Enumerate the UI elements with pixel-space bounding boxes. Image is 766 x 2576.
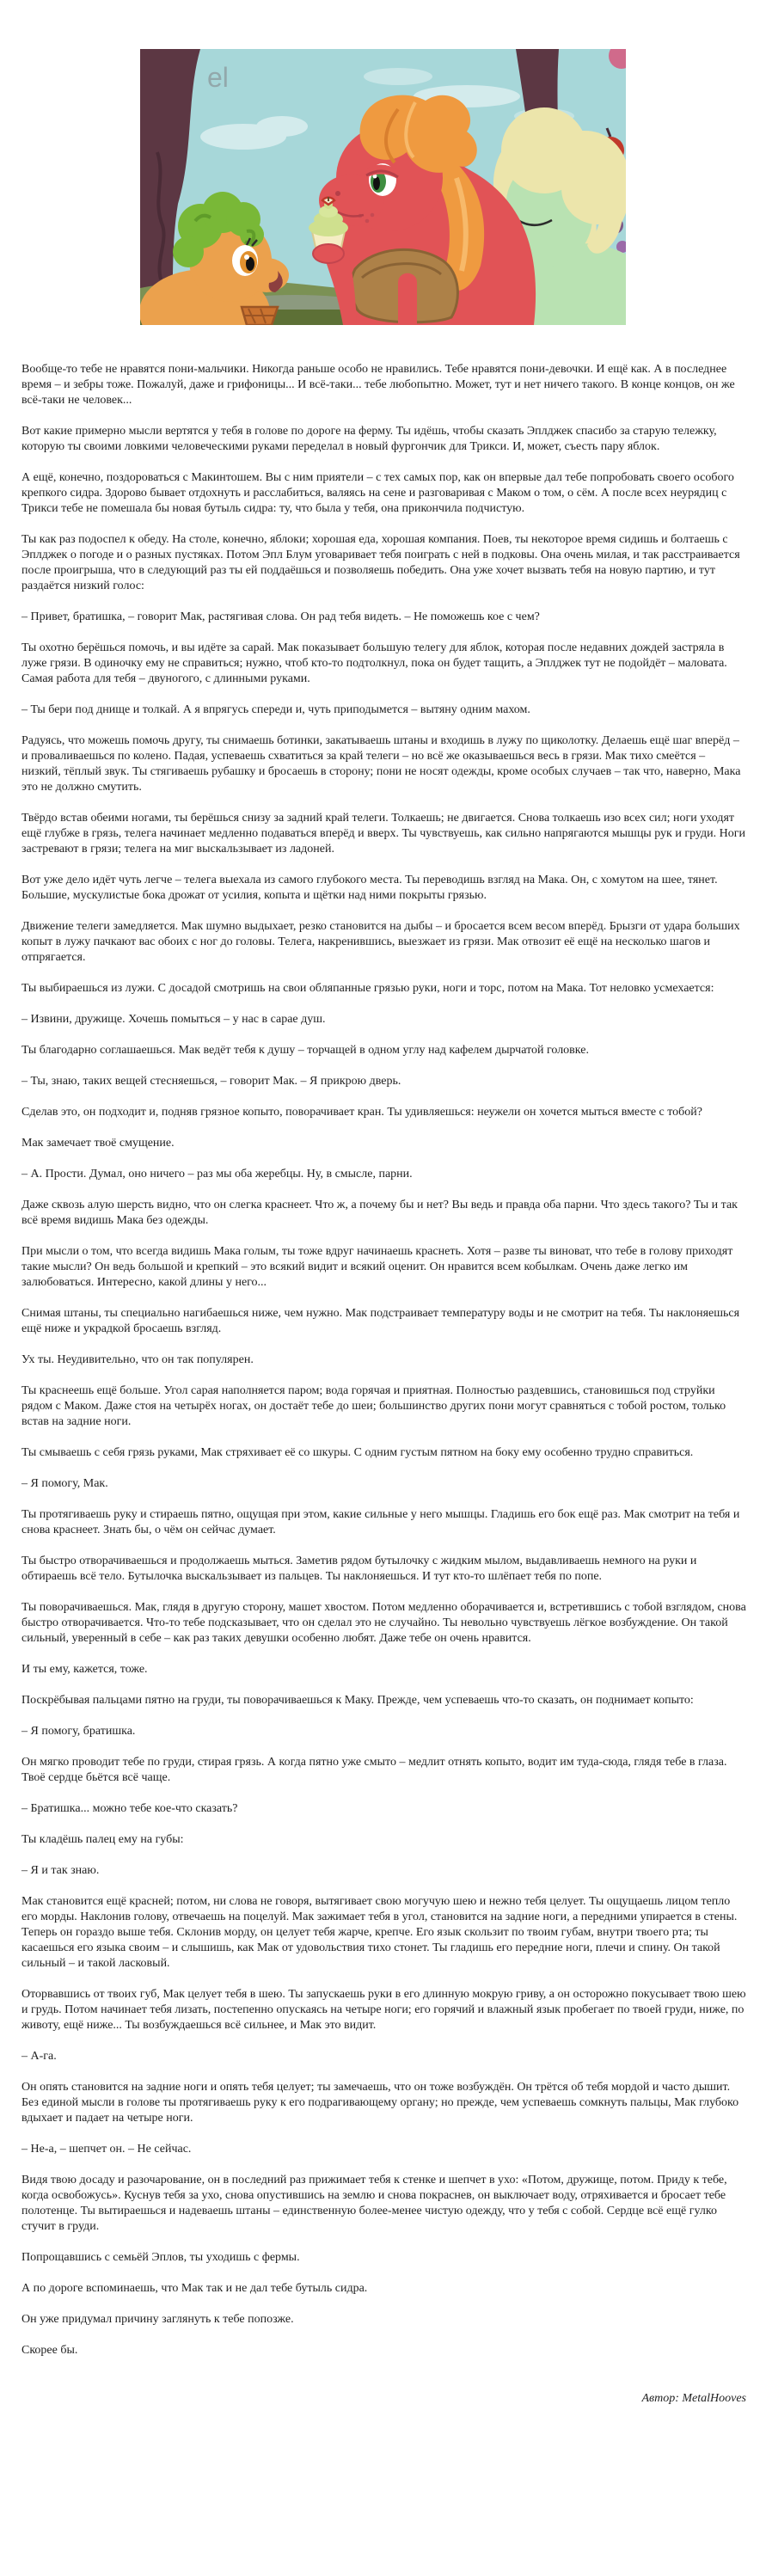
story-paragraph: Ты охотно берёшься помочь, и вы идёте за сарай. Мак показывает большую телегу для яблок, которая после недавних дождей застряла в луже грязи. В одиночку ему не справиться; нужно, чтоб кто-то подтолкнул, пока он будет тащить, а Эплджек тут не подойдёт – маловата. Самая работа для тебя – двуногого, с длинными руками. (21, 641, 727, 685)
story-paragraph: Скорее бы. (21, 2344, 78, 2357)
story-paragraph: Попрощавшись с семьёй Эплов, ты уходишь с фермы. (21, 2251, 300, 2264)
story-paragraph: Видя твою досаду и разочарование, он в последний раз прижимает тебя к стенке и шепчет в ухо: «Потом, дружище, потом. Приду к тебе, когда освобожусь». Куснув тебя за ухо, снова опустившись на землю и снова покраснев, он выключает воду, отряхивается и бросает тебе полотенце. Ты вытираешься и надеваешь штаны – единственную более-менее чистую одежду, что у тебя с собой. Сердце всё ещё гулко стучит в груди. (21, 2174, 727, 2233)
story-paragraph: Оторвавшись от твоих губ, Мак целует тебя в шею. Ты запускаешь руки в его длинную мокрую гриву, а он осторожно покусывает твою шею и грудь. Потом начинает тебя лизать, постепенно опускаясь на четыре ноги; его горячий и влажный язык пробегает по твоей груди, ниже, по животу, ещё ниже... Ты возбуждаешься всё сильнее, и Мак это видит. (21, 1988, 746, 2032)
story-paragraph: – А. Прости. Думал, оно ничего – раз мы оба жеребцы. Ну, в смысле, парни. (21, 1168, 413, 1181)
story-text (0, 325, 766, 2448)
story-paragraph: – А-га. (21, 2050, 57, 2063)
hoof (313, 244, 344, 263)
story-paragraph: Ты протягиваешь руку и стираешь пятно, ощущая при этом, какие сильные у него мышцы. Гладишь его бок ещё раз. Мак смотрит на тебя и снова краснеет. Знать бы, о чём он сейчас думает. (21, 1508, 740, 1536)
story-paragraph: Снимая штаны, ты специально нагибаешься ниже, чем нужно. Мак подстраивает температуру воды и не смотрит на тебя. Ты наклоняешься ещё ниже и украдкой бросаешь взгляд. (21, 1307, 740, 1335)
story-paragraph: – Привет, братишка, – говорит Мак, растягивая слова. Он рад тебя видеть. – Не поможешь кое с чем? (21, 610, 540, 623)
story-paragraph: Движение телеги замедляется. Мак шумно выдыхает, резко становится на дыбы – и бросается всем весом вперёд. Брызги от удара больших копыт в лужу пачкают вас обоих с ног до головы. Телега, накренившись, выезжает из грязи. Мак отвозит её ещё на несколько шагов и отпрягается. (21, 920, 740, 964)
story-paragraph: Он уже придумал причину заглянуть к тебе попозже. (21, 2313, 294, 2326)
story-paragraph: – Я и так знаю. (21, 1864, 100, 1877)
story-paragraph: Мак замечает твоё смущение. (21, 1137, 175, 1150)
story-paragraph: Вот уже дело идёт чуть легче – телега выехала из самого глубокого места. Ты переводишь взгляд на Мака. Он, с хомутом на шее, тянет. Большие, мускулистые бока дрожат от усилия, копыта и щётки над ними покрыты грязью. (21, 874, 718, 902)
story-paragraph: – Братишка... можно тебе кое-что сказать? (21, 1802, 238, 1815)
story-paragraph: Ты краснеешь ещё больше. Угол сарая наполняется паром; вода горячая и приятная. Полностью раздевшись, становишься под струйки рядом с Маком. Даже стоя на четырёх ногах, он достаёт тебе до шеи; большинство других пони могут сравняться с тобой ростом, только встав на задние ноги. (21, 1384, 726, 1428)
story-paragraph: Ты как раз подоспел к обеду. На столе, конечно, яблоки; хорошая еда, хорошая компания. Поев, ты некоторое время сидишь и болтаешь с Эплджек о погоде и о разных пустяках. Потом Эпл Блум уговаривает тебя поиграть с ней в подковы. Она очень милая, и так расстраивается после проигрыша, что в следующий раз ты ей поддаёшься и позволяешь победить. Она уже хочет вызвать тебя на новую партию, и тут раздаётся низкий голос: (21, 533, 740, 592)
story-paragraph: – Я помогу, братишка. (21, 1725, 136, 1738)
story-paragraph: Вообще-то тебе не нравятся пони-мальчики. Никогда раньше особо не нравились. Тебе нравятся пони-девочки. И ещё как. А в последнее время – и зебры тоже. Пожалуй, даже и грифоницы... И всё-таки... тебе любопытно. Может, тут и нет ничего такого. В конце концов, он же всё-таки не человек... (21, 363, 735, 407)
story-paragraph: Поскрёбывая пальцами пятно на груди, ты поворачиваешься к Маку. Прежде, чем успеваешь что-то сказать, он поднимает копыто: (21, 1694, 694, 1707)
watermark-text: el (207, 62, 229, 93)
story-paragraph: Он опять становится на задние ноги и опять тебя целует; ты замечаешь, что он тоже возбуждён. Он трётся об тебя мордой и часто дышит. Без единой мысли в голове ты протягиваешь руку к его подрагивающему органу; но прежде, чем успеваешь сомкнуть пальцы, Мак глубоко вдыхает и падает на четыре ноги. (21, 2081, 739, 2125)
story-paragraph: И ты ему, кажется, тоже. (21, 1663, 148, 1676)
story-paragraph: Сделав это, он подходит и, подняв грязное копыто, поворачивает кран. Ты удивляешься: неужели он хочется мыться вместе с тобой? (21, 1106, 703, 1119)
story-paragraph: Ты смываешь с себя грязь руками, Мак стряхивает её со шкуры. С одним густым пятном на боку ему особенно трудно справиться. (21, 1446, 694, 1459)
story-paragraph: Ты поворачиваешься. Мак, глядя в другую сторону, машет хвостом. Потом медленно оборачивается и, встретившись с тобой взглядом, снова быстро отворачивается. Что-то тебе подсказывает, что он сделал это не случайно. Ты невольно чувствуешь лёгкое возбуждение. Он такой сильный, уверенный в себе – как раз таких девушки особенно любят. Даже тебе он очень нравится. (21, 1601, 746, 1645)
author-credit: Автор: MetalHooves (641, 2392, 746, 2405)
story-paragraph: А ещё, конечно, поздороваться с Макинтошем. Вы с ним приятели – с тех самых пор, как он впервые дал тебе попробовать своего особого крепкого сидра. Здорово бывает отдохнуть и расслабиться, валяясь на сене и разговаривая с Маком о том, о сём. А после всех неурядиц с Трикси тебе не помешала бы новая бутыль сидра: ту, что была у тебя, она прикончила подчистую. (21, 471, 734, 515)
story-paragraph: Мак становится ещё красней; потом, ни слова не говоря, вытягивает свою могучую шею и нежно тебя целует. Ты ощущаешь лицом тепло его морды. Наклонив голову, отвечаешь на поцелуй. Мак зажимает тебя в угол, становится на задние ноги, а передними упирается в стены. Теперь он гораздо выше тебя. Склонив морду, он целует тебя жарче, крепче. Его язык скользит по твоим губам, внутри твоего рта; ты касаешься его языка своим – и слышишь, как Мак от удовольствия тихо стонет. Ты гладишь его передние ноги, плечи и спину. Он такой сильный – и такой ласковый. (21, 1895, 738, 1970)
story-paragraph: Ты выбираешься из лужи. С досадой смотришь на свои обляпанные грязью руки, ноги и торс, потом на Мака. Тот неловко усмехается: (21, 982, 714, 995)
story-paragraph: – Извини, дружище. Хочешь помыться – у нас в сарае душ. (21, 1013, 326, 1026)
pony-scene-illustration (140, 49, 626, 325)
story-paragraph: Даже сквозь алую шерсть видно, что он слегка краснеет. Что ж, а почему бы и нет? Вы ведь и правда оба парни. Что здесь такого? Ты и так всё время видишь Мака без одежды. (21, 1199, 738, 1227)
story-paragraph: А по дороге вспоминаешь, что Мак так и не дал тебе бутыль сидра. (21, 2282, 368, 2295)
story-paragraph: – Ты бери под днище и толкай. А я впрягусь спереди и, чуть приподымется – вытяну одним махом. (21, 703, 530, 716)
story-paragraph: Вот какие примерно мысли вертятся у тебя в голове по дороге на ферму. Ты идёшь, чтобы сказать Эплджек спасибо за старую тележку, которую ты своими ловкими человеческими руками переделал в новый фургончик для Трикси. И, может, съесть пару яблок. (21, 425, 717, 453)
story-paragraph: Ты благодарно соглашаешься. Мак ведёт тебя к душу – торчащей в одном углу над кафелем дырчатой головке. (21, 1044, 589, 1057)
story-paragraph: Ты кладёшь палец ему на губы: (21, 1833, 184, 1846)
story-image (140, 49, 626, 325)
story-paragraph: При мысли о том, что всегда видишь Мака голым, ты тоже вдруг начинаешь краснеть. Хотя – разве ты виноват, что тебе в голову приходят такие мысли? Он ведь большой и крепкий – это всякий видит и всякий оценит. Он нравится всем кобылкам. Очень даже легко им залюбоваться. Интересно, какой длины у него... (21, 1245, 733, 1289)
story-paragraph: – Не-а, – шепчет он. – Не сейчас. (21, 2143, 192, 2156)
story-paragraph: Радуясь, что можешь помочь другу, ты снимаешь ботинки, закатываешь штаны и входишь в лужу по щиколотку. Делаешь ещё шаг вперёд – и проваливаешься по колено. Падая, успеваешь схватиться за край телеги – но всё же оказываешься весь в грязи. Мак тихо смеётся – низкий, тёплый звук. Ты стягиваешь рубашку и бросаешь в сторону; пони не носят одежды, кроме особых случаев – так что, наверно, Мака это не должно смутить. (21, 734, 741, 794)
woven-basket (242, 307, 278, 325)
story-paragraph: Твёрдо встав обеими ногами, ты берёшься снизу за задний край телеги. Толкаешь; не двигается. Снова толкаешь изо всех сил; ноги уходят ещё глубже в грязь, телега начинает медленно подаваться вперёд и вверх. Ты чувствуешь, как сильно напрягаются мышцы рук и груди. Ноги застревают в грязи; телега на миг выскальзывает из ладоней. (21, 812, 745, 856)
story-paragraph: Он мягко проводит тебе по груди, стирая грязь. А когда пятно уже смыто – медлит отнять копыто, водит им туда-сюда, глядя тебе в глаза. Твоё сердце бьётся всё чаще. (21, 1756, 727, 1784)
story-paragraph: – Я помогу, Мак. (21, 1477, 108, 1490)
story-paragraph: Ух ты. Неудивительно, что он так популярен. (21, 1353, 254, 1366)
story-paragraph: – Ты, знаю, таких вещей стесняешься, – говорит Мак. – Я прикрою дверь. (21, 1075, 401, 1088)
story-paragraph: Ты быстро отворачиваешься и продолжаешь мыться. Заметив рядом бутылочку с жидким мылом, выдавливаешь немного на руки и обтираешь всё тело. Бутылочка выскальзывает из пальцев. Ты наклоняешься. И тут кто-то шлёпает тебя по попе. (21, 1555, 697, 1583)
